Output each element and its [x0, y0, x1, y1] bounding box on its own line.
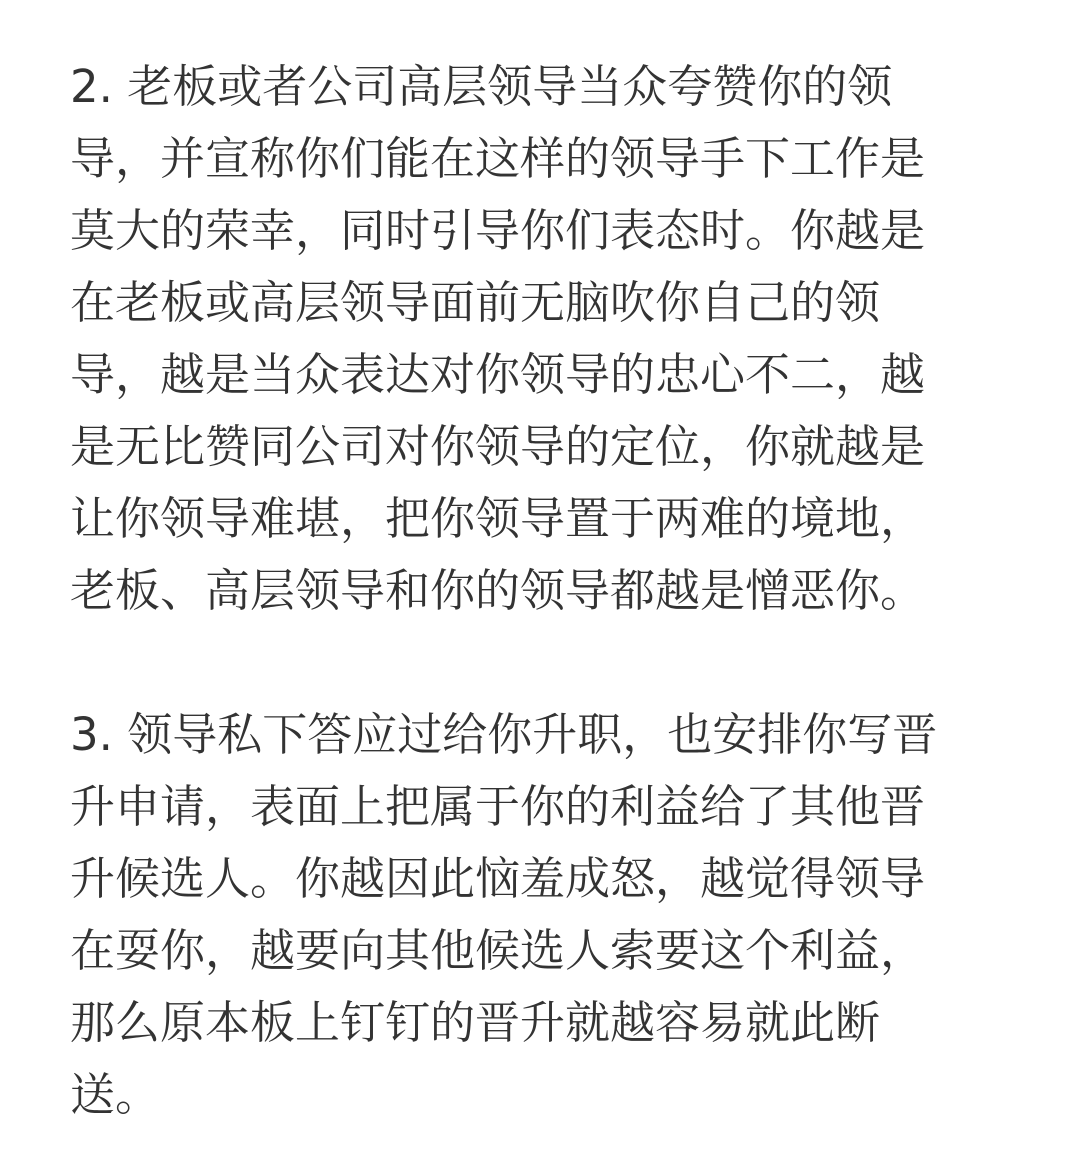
paragraph-line: 让你领导难堪，把你领导置于两难的境地， — [70, 492, 926, 545]
paragraph-line: 导，并宣称你们能在这样的领导手下工作是 — [70, 132, 926, 185]
paragraph-line: 莫大的荣幸，同时引导你们表态时。你越是 — [70, 204, 926, 257]
paragraph-line: 在老板或高层领导面前无脑吹你自己的领 — [70, 276, 881, 329]
paragraph-line: 3. 领导私下答应过给你升职，也安排你写晋 — [70, 708, 938, 761]
paragraph-line: 升候选人。你越因此恼羞成怒，越觉得领导 — [70, 852, 926, 905]
paragraph-line: 老板、高层领导和你的领导都越是憎恶你。 — [70, 564, 926, 617]
paragraph-line: 2. 老板或者公司高层领导当众夸赞你的领 — [70, 60, 893, 113]
paragraph-line: 送。 — [70, 1068, 161, 1121]
paragraph-line: 是无比赞同公司对你领导的定位，你就越是 — [70, 420, 926, 473]
paragraph-line: 导，越是当众表达对你领导的忠心不二，越 — [70, 348, 926, 401]
paragraph-line: 那么原本板上钉钉的晋升就越容易就此断 — [70, 996, 881, 1049]
paragraph-line: 升申请，表面上把属于你的利益给了其他晋 — [70, 780, 926, 833]
paragraph-line: 在耍你，越要向其他候选人索要这个利益， — [70, 924, 926, 977]
